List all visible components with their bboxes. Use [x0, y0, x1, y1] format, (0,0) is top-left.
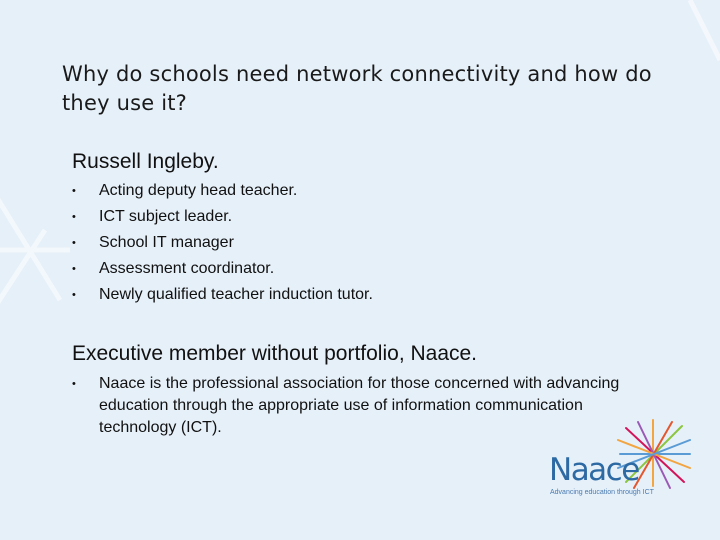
- list-item: [72, 178, 373, 204]
- logo-word: Naace: [549, 452, 639, 488]
- list-item: [72, 230, 373, 256]
- logo-tagline: Advancing education through ICT: [550, 489, 654, 496]
- naace-logo: [548, 416, 693, 502]
- role-text: Acting deputy head teacher.: [99, 182, 298, 199]
- bullet-icon: •: [72, 185, 76, 197]
- bullet-icon: •: [72, 378, 76, 390]
- naace-description-list: [72, 373, 622, 439]
- slide-title: Why do schools need network connectivity and how do they use it?: [62, 62, 652, 115]
- bullet-icon: •: [72, 289, 76, 301]
- bullet-icon: •: [72, 211, 76, 223]
- list-item: [72, 256, 373, 282]
- bullet-icon: •: [72, 237, 76, 249]
- role-text: Newly qualified teacher induction tutor.: [99, 286, 373, 303]
- executive-heading: Executive member without portfolio, Naace.: [72, 342, 478, 365]
- list-item: [72, 282, 373, 308]
- list-item: [72, 204, 373, 230]
- role-text: School IT manager: [99, 234, 234, 251]
- naace-description-text: Naace is the professional association for those concerned with advancing education through the appropriate use of information communication technology (ICT).: [99, 375, 620, 436]
- presenter-name: Russell Ingleby.: [72, 150, 219, 173]
- role-text: ICT subject leader.: [99, 208, 233, 225]
- roles-list: [72, 178, 373, 308]
- list-item: [72, 373, 622, 439]
- role-text: Assessment coordinator.: [99, 260, 275, 277]
- bullet-icon: •: [72, 263, 76, 275]
